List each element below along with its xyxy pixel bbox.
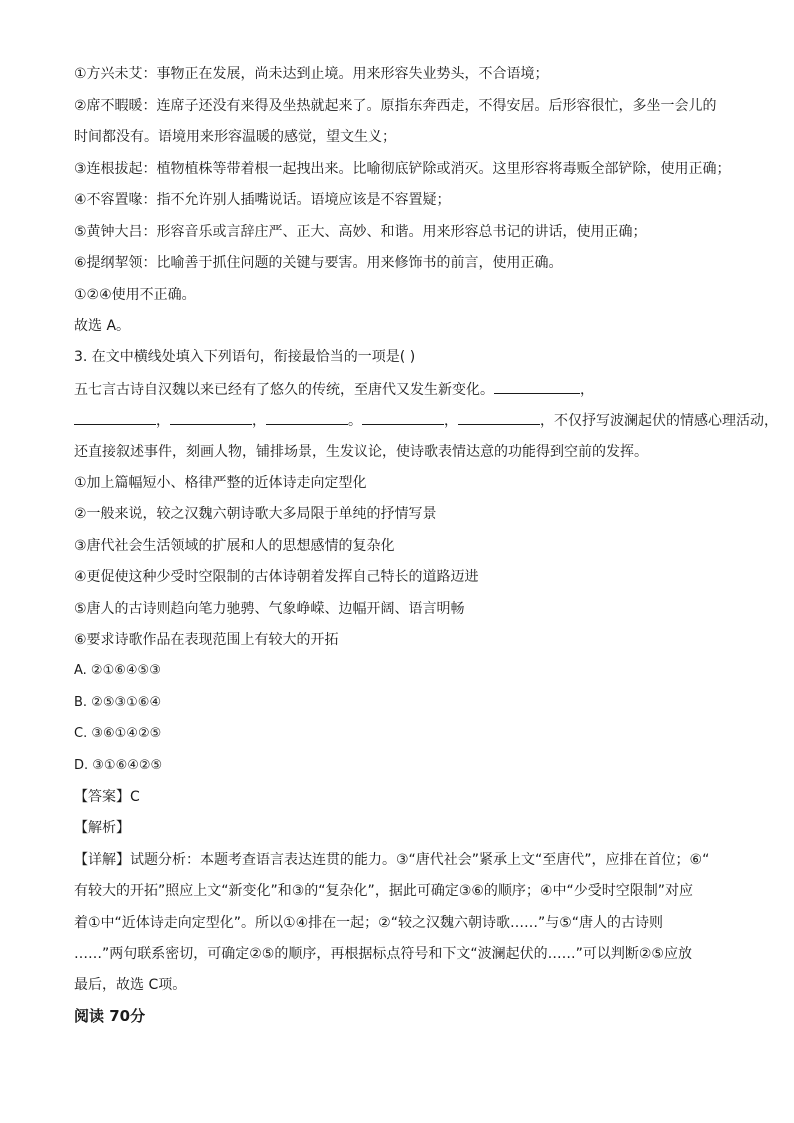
answer-label: 【答案】 <box>74 789 130 805</box>
analysis-choice: 故选 A。 <box>74 318 131 334</box>
sentence-4: ④更促使这种少受时空限制的古体诗朝着发挥自己特长的道路迈进 <box>74 569 479 585</box>
analysis-line-4: ③连根拔起：植物植株等带着根一起拽出来。比喻彻底铲除或消灭。这里形容将毒贩全部铲除，使用正确； <box>74 161 731 177</box>
detail-line-4: ……”两句联系密切，可确定②⑤的顺序，再根据标点符号和下文“波澜起伏的……”可以判断②⑤应放 <box>74 946 692 962</box>
analysis-line-2: ②席不暇暖：连席子还没有来得及坐热就起来了。原指东奔西走，不得安居。后形容很忙，多坐一会儿的 <box>74 98 717 114</box>
blank-2 <box>74 410 156 425</box>
blank-5 <box>362 410 444 425</box>
analysis-conclusion: ①②④使用不正确。 <box>74 287 196 303</box>
sentence-3: ③唐代社会生活领域的扩展和人的思想感情的复杂化 <box>74 538 395 554</box>
detail-line-5: 最后，故选 C项。 <box>74 977 187 993</box>
passage-line-3: 还直接叙述事件，刻画人物，铺排场景，生发议论，使诗歌表情达意的功能得到空前的发挥。 <box>74 444 648 460</box>
blank-4 <box>266 410 348 425</box>
punct: ， <box>252 413 266 429</box>
analysis-line-3: 时间都没有。语境用来形容温暖的感觉，望文生义； <box>74 129 396 145</box>
option-d: D. ③①⑥④②⑤ <box>74 758 163 773</box>
passage-line-1 <box>74 379 594 399</box>
sentence-6: ⑥要求诗歌作品在表现范围上有较大的开拓 <box>74 632 339 648</box>
blank-1 <box>494 379 580 394</box>
analysis-line-7: ⑥提纲挈领：比喻善于抓住问题的关键与要害。用来修饰书的前言，使用正确。 <box>74 255 563 271</box>
answer-value: C <box>130 789 140 805</box>
sentence-1: ①加上篇幅短小、格律严整的近体诗走向定型化 <box>74 475 367 491</box>
passage-text: 五七言古诗自汉魏以来已经有了悠久的传统，至唐代又发生新变化。 <box>74 382 494 398</box>
punct: ， <box>444 413 458 429</box>
section-heading: 阅读 70分 <box>74 1007 146 1025</box>
detail-line-2: 有较大的开拓”照应上文“新变化”和③的“复杂化”，据此可确定③⑥的顺序；④中“少受时空限制”对应 <box>74 883 693 899</box>
answer-line <box>74 787 140 807</box>
analysis-line-6: ⑤黄钟大吕：形容音乐或言辞庄严、正大、高妙、和谐。用来形容总书记的讲话，使用正确； <box>74 224 647 240</box>
blank-6 <box>458 410 540 425</box>
option-b: B. ②⑤③①⑥④ <box>74 695 162 710</box>
question-title: 3. 在文中横线处填入下列语句，衔接最恰当的一项是( ) <box>74 349 416 365</box>
passage-text: ，不仅抒写波澜起伏的情感心理活动， <box>540 413 778 429</box>
punct: ， <box>156 413 170 429</box>
blank-3 <box>170 410 252 425</box>
analysis-line-1: ①方兴未艾：事物正在发展，尚未达到止境。用来形容失业势头，不合语境； <box>74 66 549 82</box>
detail-line-3: 着①中“近体诗走向定型化”。所以①④排在一起；②“较之汉魏六朝诗歌……”与⑤“唐人的古诗则 <box>74 915 664 931</box>
sentence-5: ⑤唐人的古诗则趋向笔力驰骋、气象峥嵘、边幅开阔、语言明畅 <box>74 601 465 617</box>
option-c: C. ③⑥①④②⑤ <box>74 726 162 741</box>
punct: 。 <box>348 413 362 429</box>
option-a: A. ②①⑥④⑤③ <box>74 663 161 678</box>
analysis-line-5: ④不容置喙：指不允许别人插嘴说话。语境应该是不容置疑； <box>74 192 451 208</box>
punct: ， <box>580 382 594 398</box>
sentence-2: ②一般来说，较之汉魏六朝诗歌大多局限于单纯的抒情写景 <box>74 506 437 522</box>
passage-line-2 <box>74 410 778 430</box>
detail-line-1: 【详解】试题分析：本题考查语言表达连贯的能力。③“唐代社会”紧承上文“至唐代”，应排在首位；⑥“ <box>74 852 710 868</box>
jiexi-label: 【解析】 <box>74 820 130 836</box>
